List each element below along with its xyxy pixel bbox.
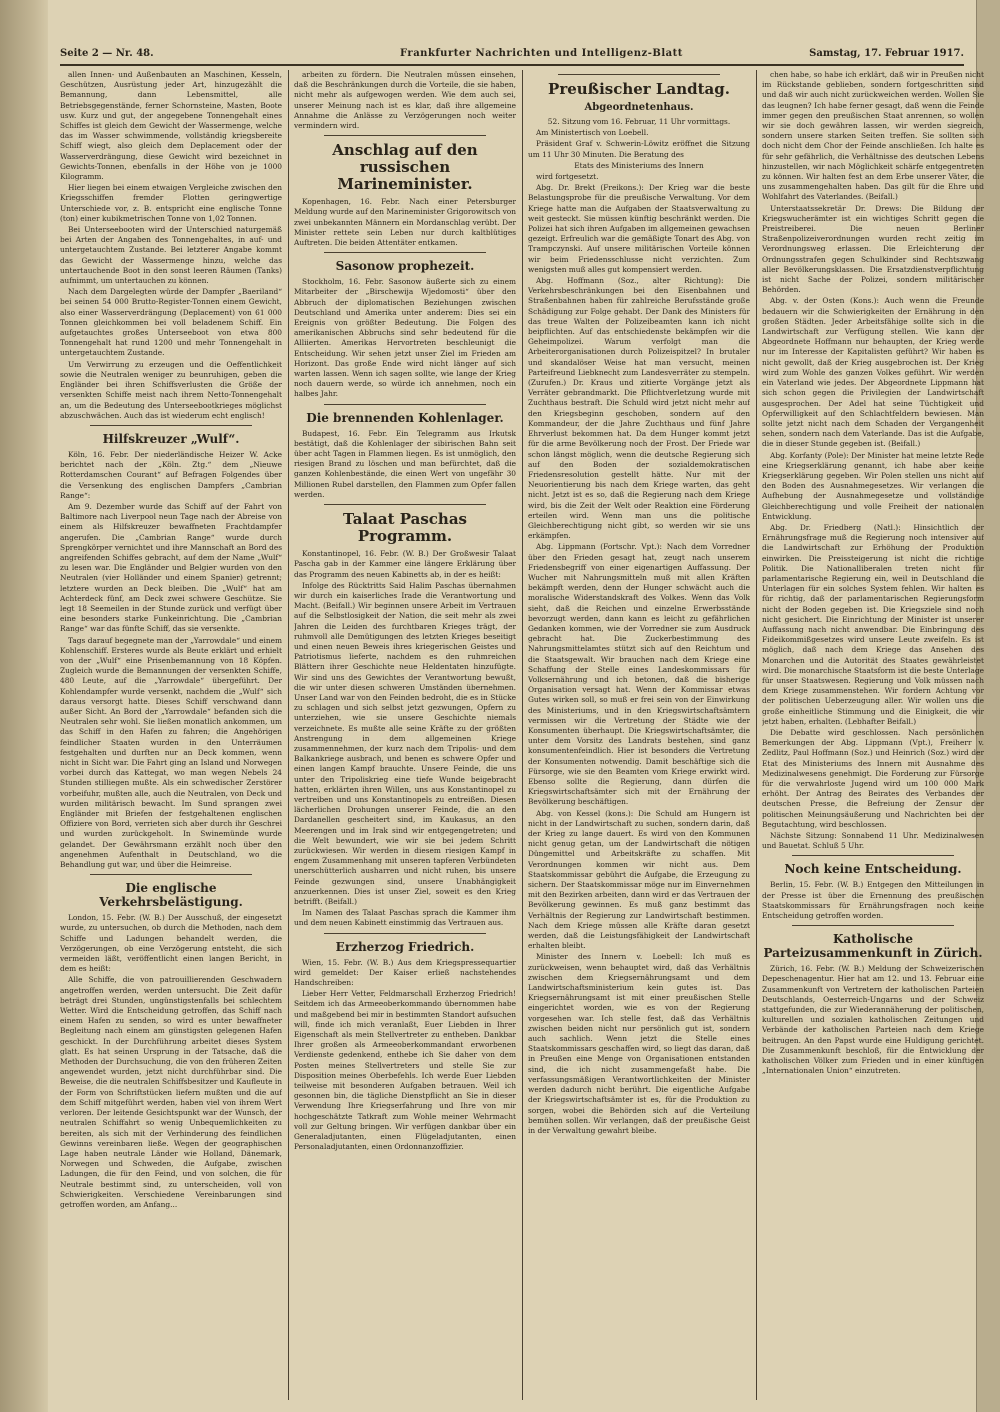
article-paragraph: Nach dem Dargelegten würde der Dampfer „Baeriland“ bei seinen 54 000 Brutto-Register-Tonnen einem Gewicht, also einer Wasserverdrängung (Deplacement) von 61 000 Tonnen gleichkommen bei voll beladenem Schiff. Ein aufgetauchtes großes Unterseeboot von etwa 800 Tonnengehalt hat rund 1200 und mehr Tonnengehalt in untergetauchtem Zustande. (60, 287, 282, 358)
article-paragraph: Abg. Dr. Friedberg (Natl.): Hinsichtlich der Ernährungsfrage muß die Regierung noch intensiver auf die Landwirtschaft zur Erhöhung der Produktion einwirken. Die Preissteigerung ist nicht die richtige Politik. Die Nationalliberalen treten nicht für parlamentarische Regierung ein, weil in Deutschland die Unterlagen für ein solches System fehlen. Wir halten es für richtig, daß der parlamentarischen Regierungsform nicht der Boden gegeben ist. Die Kriegsziele sind noch nicht gesichert. Die Einrichtung der Minister ist unserer Auffassung nach nicht anwendbar. Die Einbringung des Fideikommißgesetzes wird unsere Leute zweifeln. Es ist möglich, daß nach dem Kriege das Ansehen des Monarchen und die Autorität des Staates gewährleistet wird. Die monarchische Staatsform ist die beste Unterlage für unser Staatswesen. Regierung und Volk müssen nach dem Kriege zusammenstehen. Wir fordern Achtung vor der politischen Ueberzeugung aller. Wir wollen uns die große einheitliche Stimmung und die Einigkeit, die wir jetzt haben, erhalten. (Lebhafter Beifall.) (762, 522, 984, 726)
article-paragraph: Am Ministertisch von Loebell. (536, 128, 649, 138)
article-paragraph: Präsident Graf v. Schwerin-Löwitz eröffnet die Sitzung um 11 Uhr 30 Minuten. Die Beratung des (528, 139, 750, 159)
centered-line: Etats des Ministeriums des Innern (574, 160, 704, 170)
section-divider (324, 135, 486, 136)
article-paragraph: allen Innen- und Außenbauten an Maschinen, Kesseln, Geschützen, Ausrüstung jeder Art, hinzugezählt die Bemannung, dann Lebensmittel, alle Betriebsgegenstände, ferner Schornsteine, Masten, Boote usw. Kurz und gut, der angegebene Tonnengehalt eines Schiffes ist gleich dem Gewicht der Wassermenge, welche das im Wasser schwimmende, vollständig kriegsbereite Schiff wiegt, also gleich dem Deplacement oder der Wasserverdrängung, diese Gewicht wird bezeichnet in Gewichts-Tonnen, ebenfalls in der Höhe von je 1000 Kilogramm. (60, 70, 282, 182)
article-paragraph: Im Namen des Talaat Paschas sprach die Kammer ihm und dem neuen Kabinett einstimmig das Vertrauen aus. (294, 908, 516, 928)
centered-line: 52. Sitzung vom 16. Februar, 11 Uhr vormittags. (547, 117, 731, 126)
article-paragraph: Um Verwirrung zu erzeugen und die Oeffentlichkeit sowie die Neutralen weniger zu beunruhigen, geben die Engländer bei ihren Schiffsverlusten die Größe der versenkten Schiffe meist nach ihrem Netto-Tonnengehalt an, um die Bedeutung des Unterseebootkrieges möglichst abzuschwächen. Auch das ist wiederum echt englisch! (60, 359, 282, 420)
article-headline: Talaat Paschas Programm. (343, 510, 467, 546)
article-subheadline: Abgeordnetenhaus. (584, 102, 694, 113)
article-paragraph: Lieber Herr Vetter, Feldmarschall Erzherzog Friedrich! Seitdem ich das Armeeoberkommando übernommen habe und maßgebend bei mir in bestimmten Standort aufsuchen will, finde ich mich veranlaßt, Euer Liebden in Ihrer Eigenschaft als mein Stellvertreter zu entheben. Dankbar Ihrer großen als Armeeoberkommandant erworbenen Verdienste gedenkend, enthebe ich Sie daher von dem Posten meines Stellvertreters und stelle Sie zur Disposition meines Oberbefehls. Ich werde Euer Liebden teilweise mit besonderen Aufgaben betrauen. Weil ich gesonnen bin, die tägliche Dienstpflicht an Sie in dieser Verwendung Ihre Kriegserfahrung und Ihre von mir hochgeschätzte Tatkraft zum Wohle meiner Wehrmacht voll zur Geltung bringen. Wir verfügen dankbar über ein Generaladjutanten, einen Flügeladjutanten, einen Personaladjutanten, einen Ordonnanzoffizier. (294, 989, 516, 1152)
column-3 (528, 70, 750, 1400)
section-divider (90, 874, 252, 875)
article-paragraph: Alle Schiffe, die von patrouillierenden Geschwadern angetroffen werden, werden untersucht. Die Zeit dafür beträgt drei Stunden, ungünstigstenfalls bei schlechtem Wetter. Wird die Entscheidung getroffen, das Schiff nach einem Hafen zu senden, so wird es unter bewaffneter Begleitung nach einem am günstigsten gelegenen Hafen geschickt. In der Durchführung arbeitet dieses System glatt. Es hat seinen Ursprung in der Tatsache, daß die Methoden der Durchsuchung, die von den früheren Zeiten angewendet wurden, jetzt nicht durchführbar sind. Die Beweise, die die neutralen Schiffsbesitzer und Kaufleute in der Form von Schriftstücken liefern mußten und die auf dem Schiff mitgeführt werden, haben viel von ihrem Wert verloren. Der leitende Gesichtspunkt war der Wunsch, der neutralen Schiffahrt so wenig Unbequemlichkeiten zu bereiten, als sich mit der Verhinderung des feindlichen Gewinns vereinbaren ließe. Wegen der geographischen Lage haben neutrale Länder wie Holland, Dänemark, Norwegen und Schweden, die Aufgabe, zwischen Ladungen, die für den Feind, und von solchen, die für Neutrale bestimmt sind, zu unterscheiden, voll von Schwierigkeiten. Verschiedene Vereinbarungen sind getroffen worden, am Anfang... (60, 975, 282, 1209)
article-paragraph: Infolge des Rücktritts Said Halim Paschas übernahmen wir durch ein kaiserliches Irade die Verantwortung und Macht. (Beifall.) Wir beginnen unsere Arbeit im Vertrauen auf die Selbstlosigkeit der Nation, die seit mehr als zwei Jahren die Leiden des furchtbaren Krieges trägt, der ruhmvoll alle Demütigungen des letzten Krieges beseitigt und einen neuen Beweis ihres kriegerischen Geistes und Patriotismus lieferte, nachdem es den ruhmreichen Blättern ihrer Geschichte neue Heldentaten hinzufügte. Wir sind uns des Gewichtes der Verantwortung bewußt, die wir unter diesen schweren Umständen übernehmen. Unser Land war von den Feinden bedroht, die es in Stücke zu schlagen und sich selbst jetzt gezwungen, Opfern zu unterziehen, wie sie unsere Geschichte niemals verzeichnete. Es mußte alle seine Kräfte zu der größten Anstrengung in dem allgemeinen Kriege zusammennehmen, der kurz nach dem Tripolis- und dem Balkankriege ausbrach, und benen es schwere Opfer und einen langen Kampf brauchte. Unsere Feinde, die uns unter den Tripoliskrieg eine tiefe Wunde beigebracht hatten, erklärten ihren Willen, uns aus Konstantinopel zu vertreiben und uns Konstantinopels zu entreißen. Diesen lächerlichen Drohungen unserer Feinde, die an den Dardanellen gescheitert sind, im Kaukasus, an den Meerengen und im Irak sind wir entgegengetreten; und die Welt bewundert, wie wir sie bei jedem Schritt zurückwiesen. Wir werden in diesem riesigen Kampf in engem Zusammenhang mit unseren tapferen Verbündeten unerschütterlich ausharren und nicht ruhen, bis unsere Feinde gezwungen sind, unsere Unabhängigkeit anzuerkennen. Dies ist unser Ziel, soweit es den Krieg betrifft. (Beifall.) (294, 580, 516, 906)
article-headline: Katholische Parteizusammenkunft in Zürich. (763, 932, 983, 961)
article-headline: Noch keine Entscheidung. (784, 862, 962, 877)
section-divider (324, 252, 486, 253)
article-paragraph: Konstantinopel, 16. Febr. (W. B.) Der Großwesir Talaat Pascha gab in der Kammer eine längere Erklärung über das Programm des neuen Kabinetts ab, in der es heißt: (294, 549, 516, 579)
article-paragraph: Nächste Sitzung: Sonnabend 11 Uhr. Medizinalwesen und Bauetat. Schluß 5 Uhr. (762, 831, 984, 851)
article-paragraph: Zürich, 16. Febr. (W. B.) Meldung der Schweizerischen Depeschenagentur. Hier hat am 12. und 13. Februar eine Zusammenkunft von Vertretern der katholischen Parteien Deutschlands, Oesterreich-Ungarns und der Schweiz stattgefunden, die zur Wiederannäherung der politischen, kulturellen und sozialen katholischen Zeitungen und Verbände der katholischen Parteien nach dem Kriege beitrugen. An den Papst wurde eine Huldigung gerichtet. Die Zusammenkunft beschloß, für die Entwicklung der katholischen Völker zum Frieden und in einer künftigen „Internationalen Union“ einzutreten. (762, 964, 984, 1076)
article-paragraph: wird fortgesetzt. (536, 172, 599, 182)
article-headline: Preußischer Landtag. (548, 80, 730, 98)
article-paragraph: Budapest, 16. Febr. Ein Telegramm aus Irkutsk bestätigt, daß die Kohlenlager der sibirischen Bahn seit über acht Tagen in Flammen liegen. Es ist unmöglich, den riesigen Brand zu löschen und man befürchtet, daß die ganzen Kohlenbestände, die einen Wert von ungefähr 30 Millionen Rubel darstellen, den Flammen zum Opfer fallen werden. (294, 428, 516, 499)
article-paragraph: Abg. v. der Osten (Kons.): Auch wenn die Freunde bedauern wir die Schwierigkeiten der Ernährung in den großen Städten. Jeder Arbeitsfähige sollte sich in die Landwirtschaft zur Verfügung stellen. Wie kann der Abgeordnete Hoffmann nur behaupten, der Krieg werde nur im Interesse der Kapitalisten geführt? Wir haben es nicht gewollt, daß der Krieg ausgebrochen ist. Der Krieg wird zum Wohle des ganzen Volkes geführt. Wir werden ein Vaterland wie jedes. Der Abgeordnete Lippmann hat sich schon gegen die Privilegien der Landwirtschaft ausgesprochen. Der Adel hat seine Tüchtigkeit und Opferwilligkeit auf den Schlachtfeldern bewiesen. Man sollte jetzt nicht nach dem Schaden der Vergangenheit sehen, sondern nach dem Vaterlande. Das ist die Aufgabe, die in dieser Stunde gegeben ist. (Beifall.) (762, 296, 984, 449)
article-paragraph: Tags darauf begegnete man der „Yarrowdale“ und einem Kohlenschiff. Ersteres wurde als Beute erklärt und erhielt von der „Wulf“ eine Prisenbemannung von 18 Köpfen. Zugleich wurde die Bemannungen der versenkten Schiffe, 480 Leute, auf die „Yarrowdale“ übergeführt. Der Kohlendampfer wurde versenkt, nachdem die „Wulf“ sich daraus versorgt hatte. Dieses Schiff verschwand dann außer Sicht. An Bord der „Yarrowdale“ befanden sich die Neutralen sehr wohl. Sie ließen monatlich ankommen, um das Schiff in den Hafen zu fahren; die Angehörigen feindlicher Staaten wurden in den Unterräumen festgehalten und durften nur an Deck kommen, wenn nicht in Sicht war. Die Fahrt ging an Island und Norwegen vorbei durch das Kattegat, wo man wegen Nebels 24 Stunden stilliegen mußte. Als ein schwedischer Zerstörer vorbeifuhr, mußten alle, auch die Neutralen, von Deck und wurden militärisch bewacht. Im Sund sprangen zwei Engländer mit Briefen der festgehaltenen englischen Offiziere von Bord, verrieten sich aber durch ihr Geschrei und wurden zurückgeholt. In Swinemünde wurde gelandet. Der Gewährsmann erzählt noch über den angenehmen Aufenthalt in Deutschland, wo die Behandlung gut war, und über die Heimreise. (60, 635, 282, 870)
section-divider (558, 74, 720, 75)
page-number: Seite 2 — Nr. 48. (60, 48, 154, 59)
article-paragraph: Bei Unterseebooten wird der Unterschied naturgemäß bei Arten der Angaben des Tonnengehaltes, in auf- und untergetauchtem Zustande. Bei letzterer Angabe kommt das Gewicht der Wassermenge hinzu, welche das untertauchende Boot in den sonst leeren Räumen (Tanks) aufnimmt, um untertauchen zu können. (60, 225, 282, 286)
column-4 (762, 70, 984, 1400)
article-paragraph: Hier liegen bei einem etwaigen Vergleiche zwischen den Kriegsschiffen fremder Flotten geringwertige Unterschiede vor, z. B. entspricht eine englische Tonne (ton) einer kubikmetrischen Tonne von 1,02 Tonnen. (60, 183, 282, 223)
article-paragraph: Am 9. Dezember wurde das Schiff auf der Fahrt von Baltimore nach Liverpool neun Tage nach der Abreise von einem als Hilfskreuzer bewaffneten Frachtdampfer angerufen. Die „Cambrian Range“ wurde durch Sprengkörper vernichtet und ihre Mannschaft an Bord des angreifenden Schiffes gebracht, auf dem der Name „Wulf“ zu lesen war. Die Engländer und Belgier wurden von den Neutralen (vier Holländer und einem Spanier) getrennt; letztere wurden an Deck bleiben. Die „Wulf“ hat am Achterdeck fünf, am Deck zwei schwere Geschütze. Sie legt 18 Seemeilen in der Stunde zurück und verfügt über eine besonders starke Funkeinrichtung. Die „Cambrian Range“ war das fünfte Schiff, das sie versenkte. (60, 501, 282, 634)
article-paragraph: Berlin, 15. Febr. (W. B.) Entgegen den Mitteilungen in der Presse ist über die Ernennung des preußischen Staatskommissars für Ernährungsfragen noch keine Entscheidung getroffen worden. (762, 880, 984, 921)
column-rule (288, 70, 289, 1400)
article-paragraph: Abg. von Kessel (kons.): Die Schuld am Hungern ist nicht in der Landwirtschaft zu suchen, sondern darin, daß der Krieg zu lange dauert. Es wird von den Kommunen nicht genug getan, um der Landwirtschaft die nötigen Düngemittel und Arbeitskräfte zu schaffen. Mit Verordnungen kommen wir nicht aus. Dem Staatskommissar gebührt die Aufgabe, die Erzeugung zu sichern. Der Staatskommissar möge nur im Einvernehmen mit den Bezirken arbeiten, dann wird er das Vertrauen der Bevölkerung gewinnen. Es muß ganz bestimmt das Verhältnis der Regierung zur Landwirtschaft bestimmen. Nach dem Kriege müssen alle Kräfte daran gesetzt werden, daß die Leistungsfähigkeit der Landwirtschaft erhalten bleibt. (528, 808, 750, 951)
column-rule (522, 70, 523, 1400)
paper-title: Frankfurter Nachrichten und Intelligenz-Blatt (400, 48, 683, 59)
article-headline: Die englische Verkehrsbelästigung. (99, 881, 243, 910)
book-binding (0, 0, 48, 1412)
article-paragraph: arbeiten zu fördern. Die Neutralen müssen einsehen, daß die Beschränkungen durch die Vorteile, die sie haben, nicht mehr als aufgewogen werden. Wie dem auch sei, unserer Meinung nach ist es klar, daß ihre allgemeine Annahme die Anlässe zu Verzögerungen noch weiter vermindern wird. (294, 70, 516, 131)
article-headline: Erzherzog Friedrich. (335, 939, 475, 954)
section-divider (324, 933, 486, 934)
article-paragraph: Wien, 15. Febr. (W. B.) Aus dem Kriegspressequartier wird gemeldet: Der Kaiser erließ nachstehendes Handschreiben: (294, 957, 516, 988)
article-paragraph: Abg. Hoffmann (Soz., alter Richtung): Die Verkehrsbeschränkungen bei den Eisenbahnen und Straßenbahnen haben für zahlreiche Berufsstände große Schädigung zur Folge gehabt. Der Dank des Ministers für das treue Walten der Polizeibeamten kann ich nicht beipflichten. Auf das entschiedenste bekämpfen wir die Geheimpolizei. Warum verfolgt man die Arbeiterorganisationen durch Polizeispitzel? In brutaler und skandalöser Weise hat man versucht, meinen Parteifreund Liebknecht zum Landesverräter zu stempeln. (Zurufen.) Dr. Kraus und zitierte Vorgänge jetzt als Verräter gebrandmarkt. Die Pflichtverletzung wurde mit Zuchthaus bestraft. Die Schuld wird jetzt nicht mehr auf den Kriegsbeginn geschoben, sondern auf den Kommandeur, der die Jahre Zuchthaus und fünf Jahre Ehrverlust bekommen hat. Da dem Hunger kommt jetzt für die arme Bevölkerung noch der Frost. Der Friede war schon längst möglich, wenn die deutsche Regierung sich auf den Boden der sozialdemokratischen Friedensresolution gestellt hätte. Nur mit der Neuorientierung bis nach dem Kriege warten, das geht nicht. Jetzt ist es so, daß die Regierung nach dem Kriege wird, bis die Zeit der Welt oder Reaktion eine Förderung erteilen wird. Wenn man uns die politische Gleichberechtigung nicht gibt, so werden wir sie uns erkämpfen. (528, 276, 750, 541)
article-headline: Hilfskreuzer „Wulf“. (102, 431, 240, 446)
article-paragraph: Kopenhagen, 16. Febr. Nach einer Petersburger Meldung wurde auf den Marineminister Grigorowitsch von zwei unbekannten Männern ein Mordanschlag verübt. Der Minister rettete sein Leben nur durch kaltblütiges Auftreten. Die beiden Attentäter entkamen. (294, 197, 516, 248)
section-divider (792, 855, 954, 856)
article-paragraph: Köln, 16. Febr. Der niederländische Heizer W. Acke berichtet nach der „Köln. Ztg.“ dem „Nieuwe Rotterdamschen Courant“ auf Befragen Folgendes über die Versenkung des englischen Dampfers „Cambrian Range“: (60, 449, 282, 500)
article-paragraph: Stockholm, 16. Febr. Sasonow äußerte sich zu einem Mitarbeiter der „Birschewija Wjedomosti“ über den Abbruch der diplomatischen Beziehungen zwischen Deutschland und Amerika unter anderem: Dies sei ein Ereignis von größter Bedeutung. Die Folgen des amerikanischen Abbruchs sind sehr bedeutend für die Alliierten. Amerikas Hervortreten beschleunigt die Entscheidung. Wir sehen jetzt unser Ziel im Frieden am Horizont. Das große Ende wird nicht länger auf sich warten lassen. Wenn ich sagen sollte, wie lange der Krieg noch dauern werde, so würde ich annehmen, noch ein halbes Jahr. (294, 277, 516, 399)
issue-date: Samstag, 17. Februar 1917. (809, 48, 964, 59)
section-divider (90, 425, 252, 426)
article-paragraph: Die Debatte wird geschlossen. Nach persönlichen Bemerkungen der Abg. Lippmann (Vpt.), Freiherr v. Zedlitz, Paul Hoffmann (Soz.) und Heinrich (Soz.) wird der Etat des Ministeriums des Innern mit Ausnahme des Medizinalwesens genehmigt. Die Forderung zur Fürsorge für die verwahrloste Jugend wird um 100 000 Mark erhöht. Der Antrag des Beirates des Verbandes der deutschen Presse, die Befreiung der Zensur der politischen Meinungsäußerung und Nachrichten bei der Begutachtung, wird beschlossen. (762, 728, 984, 829)
article-headline: Anschlag auf den russischen Marineminister. (332, 141, 478, 194)
article-paragraph: Unterstaatssekretär Dr. Drews: Die Bildung der Kriegswucherämter ist ein wichtiges Schritt gegen die Preistreiberei. Die neuen Berliner Straßenpolizeiverordnungen wurden recht zeitig im Verordnungsweg erlassen. Die Erleichterung der Ordnungsstrafen gegen Schulkinder sind Rechtszwang aller Bevölkerungsklassen. Die Ersatzdienstverpflichtung ist nicht Sache der Polizei, sondern militärischer Behörden. (762, 203, 984, 295)
article-paragraph: Abg. Korfanty (Pole): Der Minister hat meine letzte Rede eine Kriegserklärung genannt, ich habe aber keine Kriegserklärung gegeben. Wir Polen stellen uns nicht auf den Boden des Ausnahmegesetzes. Wir verlangen die Aufhebung der Ausnahmegesetze und vollständige Gleichberechtigung und volle Freiheit der nationalen Entwicklung. (762, 450, 984, 521)
page-header (60, 48, 964, 66)
column-1 (60, 70, 282, 1400)
article-paragraph: London, 15. Febr. (W. B.) Der Ausschuß, der eingesetzt wurde, zu untersuchen, ob durch die Methoden, nach dem Schiffe und Ladungen behandelt werden, die Verzögerungen, ob eine Verzögerung entsteht, die sich vermeiden läßt, veröffentlicht einen langen Bericht, in dem es heißt: (60, 913, 282, 974)
article-paragraph: Minister des Innern v. Loebell: Ich muß es zurückweisen, wenn behauptet wird, daß das Verhältnis zwischen dem Kriegsernährungsamt und dem Landwirtschaftsministerium kein gutes ist. Das Kriegsernährungsamt ist mit einer preußischen Stelle eingerichtet worden, wie es von der Regierung vorgesehen war. Ich stelle fest, daß das Verhältnis zwischen beiden nicht nur persönlich gut ist, sondern auch sachlich. Wenn jetzt die Stelle eines Staatskommissars geschaffen wird, so liegt das daran, daß in Preußen eine Menge von Organisationen entstanden sind, die ich nicht zusammengefaßt habe. Die verfassungsmäßigen Verantwortlichkeiten der Minister werden dadurch nicht berührt. Die eigentliche Aufgabe der Kriegswirtschaftsämter ist es, für die Produktion zu sorgen, wobei die Behörden sich auf die Verteilung bemühen sollen. Wir verlangen, daß der preußische Geist in der Verwaltung gewahrt bleibe. (528, 952, 750, 1135)
section-divider (324, 404, 486, 405)
article-paragraph: chen habe, so habe ich erklärt, daß wir in Preußen nicht im Rückstande geblieben, sondern fortgeschritten sind und daß wir auch nicht zurückweichen werden. Wollen Sie das leugnen? Ich habe ferner gesagt, daß wenn die Feinde immer gegen den preußischen Staat anrennen, so wollen wir sie doch gewähren lassen, wir werden siegreich, sondern unsere starken Seiten treffen. Sie sollten sich doch nicht dem Chor der Feinde anschließen. Ich halte es für sehr gefährlich, die Verhältnisse des deutschen Lebens hinzustellen, wir nach Möglichkeit schärfe entgegentreten zu können. Wir halten fest an dem Erbe unserer Väter, die uns zusammengehalten haben. Das gilt für die Ehre und Wohlfahrt des Vaterlandes. (Beifall.) (762, 70, 984, 202)
column-2 (294, 70, 516, 1400)
section-divider (792, 925, 954, 926)
article-headline: Sasonow prophezeit. (335, 259, 475, 274)
article-paragraph: Abg. Dr. Brekt (Freikons.): Der Krieg war die beste Belastungsprobe für die preußische Verwaltung. Vor dem Kriege hatte man die Aufgaben der Staatsverwaltung zu weit gesteckt. Sie müssen künftig beschränkt werden. Die Polizei hat sich ihren Aufgaben im allgemeinen gewachsen gezeigt. Erfreulich war die gemäßigte Tonart des Abg. von Trampczynski. Auf unsere militärischen Vorteile können wir beim Friedensschlusse nicht verzichten. Zum wenigsten muß alles gut kompensiert werden. (528, 183, 750, 274)
column-rule (756, 70, 757, 1400)
article-paragraph: Abg. Lippmann (Fortschr. Vpt.): Nach dem Vorredner über den Frieden gesagt hat, zeugt nach unserem Friedensbegriff von einer eigenartigen Auffassung. Der Wucher mit Nahrungsmitteln muß mit allen Kräften bekämpft werden, denn der Hunger schwächt auch die moralische Widerstandskraft des Volkes. Wenn das Volk sieht, daß die Reichen und einzelne Erwerbsstände bevorzugt werden, dann kann es leicht zu gefährlichen Gedanken kommen, wie der Vorredner sie zum Ausdruck gebracht hat. Die Zuckerbestimmung des Nahrungsmittelamtes stützt sich auf den Reichtum und die Staatsgewalt. Wir brauchen nach dem Kriege eine Schaffung der Stelle eines Landeskommissars für Volksernährung und ich betonen, daß die bisherige Organisation versagt hat. Wenn der Kommissar etwas Gutes wirken soll, so muß er frei sein von der Einwirkung des Ministeriums, und in den Kriegswirtschaftsämtern vermissen wir die Vertretung der Städte wie der Konsumenten überhaupt. Die Kriegswirtschaftsämter, die unter dem Vorsitz des Landrats bestehen, sind ganz konsumentenfeindlich. Hier ist besonders die Vertretung der Konsumenten notwendig. Damit beschäftige sich die Fürsorge, wie sie den Beamten vom Kriege erwirkt wird. Ebenso sollte die Regierung, dann dürfen die Kriegswirtschaftsämter sich mit der Ernährung der Bevölkerung beschäftigen. (528, 542, 750, 807)
section-divider (324, 504, 486, 505)
article-headline: Die brennenden Kohlenlager. (306, 410, 504, 425)
